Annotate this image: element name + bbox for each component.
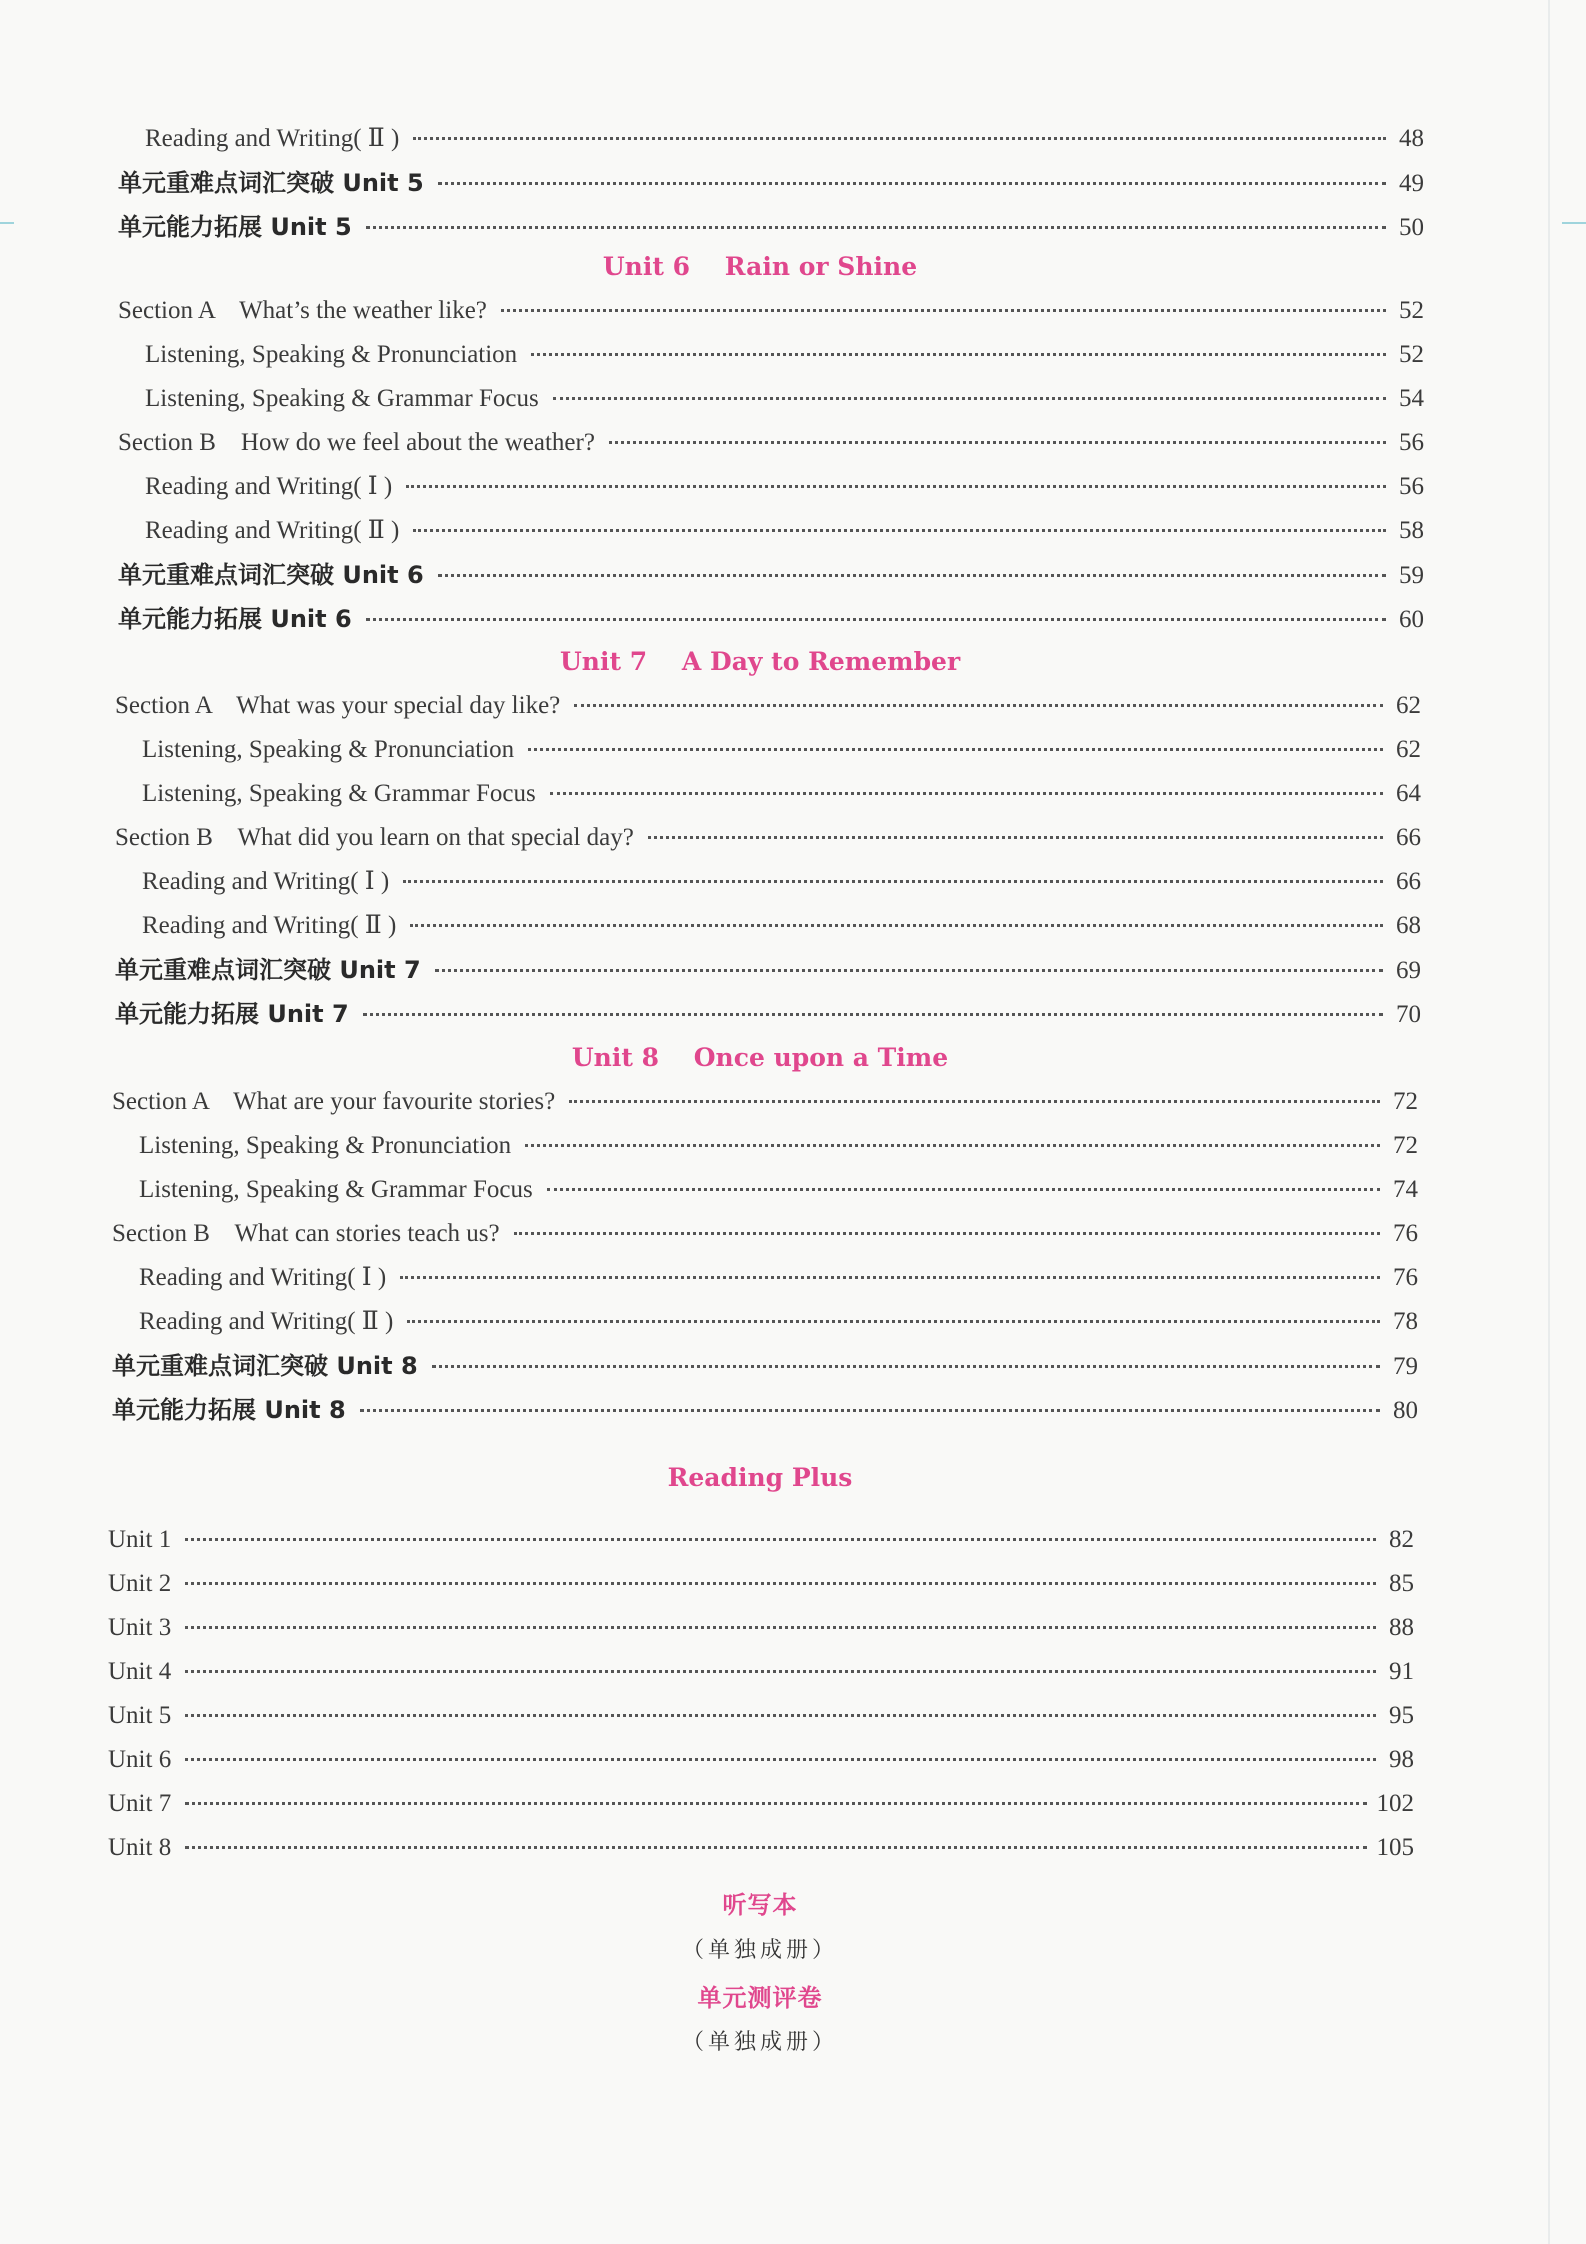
toc-entry-page-number: 105: [1376, 1834, 1414, 1861]
dot-leader: [366, 618, 1386, 621]
toc-entry[interactable]: [108, 1701, 1414, 1731]
toc-entry[interactable]: [108, 1525, 1414, 1555]
toc-entry[interactable]: [108, 1833, 1414, 1863]
dot-leader: [366, 226, 1386, 229]
toc-entry-page-number: 72: [1393, 1132, 1418, 1159]
toc-entry-label: Unit 1: [108, 1526, 172, 1553]
toc-entry[interactable]: [115, 999, 1421, 1030]
toc-entry-page-number: 74: [1393, 1176, 1418, 1203]
toc-entry-label: 单元能力拓展 Unit 8: [112, 1396, 346, 1424]
toc-entry[interactable]: [108, 1789, 1414, 1819]
toc-entry-page-number: 56: [1399, 429, 1424, 456]
scan-mark-right: [1562, 222, 1586, 224]
toc-entry-page-number: 82: [1389, 1526, 1414, 1553]
toc-entry-page-number: 91: [1389, 1658, 1414, 1685]
toc-entry-label: Unit 5: [108, 1702, 172, 1729]
toc-entry-label: 单元能力拓展 Unit 6: [118, 605, 352, 633]
toc-entry-label: Listening, Speaking & Grammar Focus: [139, 1176, 533, 1203]
toc-entry[interactable]: [142, 911, 1421, 941]
toc-entry-page-number: 70: [1396, 1001, 1421, 1028]
dictation-book-note: （单独成册）: [681, 1938, 838, 1963]
dot-leader: [185, 1582, 1376, 1585]
toc-entry-page-number: 76: [1393, 1264, 1418, 1291]
toc-entry[interactable]: [112, 1395, 1418, 1426]
toc-entry-label: Listening, Speaking & Pronunciation: [142, 736, 515, 763]
toc-entry[interactable]: [139, 1307, 1418, 1337]
dot-leader: [435, 969, 1383, 972]
unit-heading: Unit 7 A Day to Remember: [560, 647, 961, 676]
dot-leader: [406, 485, 1386, 488]
toc-entry[interactable]: [142, 779, 1421, 809]
dot-leader: [413, 137, 1386, 140]
toc-entry-page-number: 52: [1399, 341, 1424, 368]
dot-leader: [363, 1013, 1383, 1016]
dot-leader: [547, 1188, 1380, 1191]
toc-entry-page-number: 62: [1396, 736, 1421, 763]
dictation-book-title: 听写本: [722, 1891, 798, 1919]
dot-leader: [185, 1802, 1366, 1805]
unit-tests-note: （单独成册）: [681, 2030, 838, 2055]
dot-leader: [438, 574, 1386, 577]
toc-entry[interactable]: [115, 823, 1421, 853]
toc-entry[interactable]: [142, 735, 1421, 765]
toc-entry-label: Listening, Speaking & Pronunciation: [139, 1132, 512, 1159]
toc-entry-page-number: 85: [1389, 1570, 1414, 1597]
toc-entry[interactable]: [118, 604, 1424, 635]
toc-entry[interactable]: [139, 1263, 1418, 1293]
toc-entry-page-number: 68: [1396, 912, 1421, 939]
dot-leader: [525, 1144, 1380, 1147]
toc-entry-page-number: 62: [1396, 692, 1421, 719]
toc-entry-page-number: 98: [1389, 1746, 1414, 1773]
toc-entry-page-number: 66: [1396, 824, 1421, 851]
toc-entry-page-number: 52: [1399, 297, 1424, 324]
toc-entry-page-number: 80: [1393, 1397, 1418, 1424]
toc-entry-label: Reading and Writing( Ⅱ ): [145, 517, 400, 544]
dot-leader: [569, 1100, 1380, 1103]
toc-entry[interactable]: [145, 384, 1424, 414]
toc-entry-label: Reading and Writing( Ⅰ ): [142, 868, 390, 895]
scan-mark-left: [0, 222, 14, 224]
toc-entry-label: 单元能力拓展 Unit 5: [118, 213, 352, 241]
toc-entry-page-number: 54: [1399, 385, 1424, 412]
toc-entry[interactable]: [115, 691, 1421, 721]
toc-entry-label: Section A What’s the weather like?: [118, 297, 487, 324]
dot-leader: [550, 792, 1383, 795]
dot-leader: [413, 529, 1386, 532]
dot-leader: [403, 880, 1383, 883]
toc-entry[interactable]: [108, 1657, 1414, 1687]
dot-leader: [407, 1320, 1380, 1323]
dot-leader: [185, 1758, 1376, 1761]
toc-entry-page-number: 66: [1396, 868, 1421, 895]
toc-entry-page-number: 50: [1399, 214, 1424, 241]
reading-plus-heading: Reading Plus: [667, 1463, 853, 1492]
unit-heading: Unit 6 Rain or Shine: [602, 252, 918, 281]
toc-entry-label: Unit 4: [108, 1658, 172, 1685]
unit-heading: Unit 8 Once upon a Time: [571, 1043, 949, 1072]
toc-entry-page-number: 76: [1393, 1220, 1418, 1247]
toc-entry[interactable]: [145, 340, 1424, 370]
dot-leader: [185, 1846, 1366, 1849]
toc-entry-label: Unit 3: [108, 1614, 172, 1641]
dot-leader: [185, 1714, 1376, 1717]
dot-leader: [400, 1276, 1380, 1279]
toc-entry-label: 单元重难点词汇突破 Unit 6: [118, 561, 424, 589]
toc-entry-label: 单元重难点词汇突破 Unit 7: [115, 956, 421, 984]
toc-entry-label: Unit 7: [108, 1790, 172, 1817]
dot-leader: [360, 1409, 1380, 1412]
toc-entry[interactable]: [145, 516, 1424, 546]
toc-entry-page-number: 102: [1376, 1790, 1414, 1817]
dot-leader: [410, 924, 1383, 927]
page-edge-line: [1548, 0, 1550, 2244]
toc-entry-label: 单元重难点词汇突破 Unit 5: [118, 169, 424, 197]
dot-leader: [501, 309, 1386, 312]
toc-entry[interactable]: [112, 1219, 1418, 1249]
toc-entry-page-number: 78: [1393, 1308, 1418, 1335]
toc-entry-label: Unit 8: [108, 1834, 172, 1861]
toc-entry-label: Section B What did you learn on that special day?: [115, 824, 634, 851]
toc-entry-page-number: 59: [1399, 562, 1424, 589]
toc-entry-page-number: 95: [1389, 1702, 1414, 1729]
toc-entry-page-number: 69: [1396, 957, 1421, 984]
toc-entry-page-number: 79: [1393, 1353, 1418, 1380]
toc-entry-label: Unit 6: [108, 1746, 172, 1773]
dot-leader: [432, 1365, 1380, 1368]
dot-leader: [553, 397, 1386, 400]
toc-entry[interactable]: [108, 1745, 1414, 1775]
dot-leader: [438, 182, 1386, 185]
dot-leader: [648, 836, 1383, 839]
toc-entry[interactable]: [142, 867, 1421, 897]
toc-entry-page-number: 56: [1399, 473, 1424, 500]
unit-tests-title: 单元测评卷: [697, 1984, 823, 2012]
toc-entry[interactable]: [118, 560, 1424, 591]
toc-entry[interactable]: [118, 428, 1424, 458]
dot-leader: [514, 1232, 1380, 1235]
toc-entry-page-number: 60: [1399, 606, 1424, 633]
toc-entry-page-number: 49: [1399, 170, 1424, 197]
toc-entry[interactable]: [112, 1087, 1418, 1117]
dot-leader: [531, 353, 1386, 356]
toc-entry-page-number: 64: [1396, 780, 1421, 807]
dot-leader: [528, 748, 1383, 751]
toc-entry-label: Reading and Writing( Ⅱ ): [139, 1308, 394, 1335]
toc-entry-page-number: 88: [1389, 1614, 1414, 1641]
toc-entry[interactable]: [118, 212, 1424, 243]
toc-entry-page-number: 58: [1399, 517, 1424, 544]
toc-entry[interactable]: [145, 124, 1424, 154]
toc-entry-label: Section A What was your special day like?: [115, 692, 561, 719]
toc-entry-label: Reading and Writing( Ⅰ ): [139, 1264, 387, 1291]
toc-entry-label: Listening, Speaking & Grammar Focus: [145, 385, 539, 412]
toc-entry[interactable]: [139, 1131, 1418, 1161]
dot-leader: [185, 1670, 1376, 1673]
toc-entry[interactable]: [115, 955, 1421, 986]
toc-entry[interactable]: [139, 1175, 1418, 1205]
toc-entry[interactable]: [145, 472, 1424, 502]
toc-entry-page-number: 48: [1399, 125, 1424, 152]
toc-entry[interactable]: [108, 1613, 1414, 1643]
toc-entry-label: Listening, Speaking & Grammar Focus: [142, 780, 536, 807]
toc-entry-label: Reading and Writing( Ⅱ ): [142, 912, 397, 939]
dot-leader: [574, 704, 1383, 707]
toc-entry-label: Unit 2: [108, 1570, 172, 1597]
toc-entry-label: 单元重难点词汇突破 Unit 8: [112, 1352, 418, 1380]
toc-entry[interactable]: [108, 1569, 1414, 1599]
toc-entry[interactable]: [118, 168, 1424, 199]
toc-entry[interactable]: [118, 296, 1424, 326]
toc-entry-label: Reading and Writing( Ⅱ ): [145, 125, 400, 152]
toc-entry-label: Reading and Writing( Ⅰ ): [145, 473, 393, 500]
dot-leader: [185, 1626, 1376, 1629]
dot-leader: [185, 1538, 1376, 1541]
toc-entry-label: Section B What can stories teach us?: [112, 1220, 500, 1247]
toc-entry-label: Section A What are your favourite stories?: [112, 1088, 556, 1115]
toc-entry-label: 单元能力拓展 Unit 7: [115, 1000, 349, 1028]
toc-entry[interactable]: [112, 1351, 1418, 1382]
toc-entry-label: Section B How do we feel about the weather?: [118, 429, 595, 456]
toc-entry-label: Listening, Speaking & Pronunciation: [145, 341, 518, 368]
toc-entry-page-number: 72: [1393, 1088, 1418, 1115]
dot-leader: [609, 441, 1386, 444]
